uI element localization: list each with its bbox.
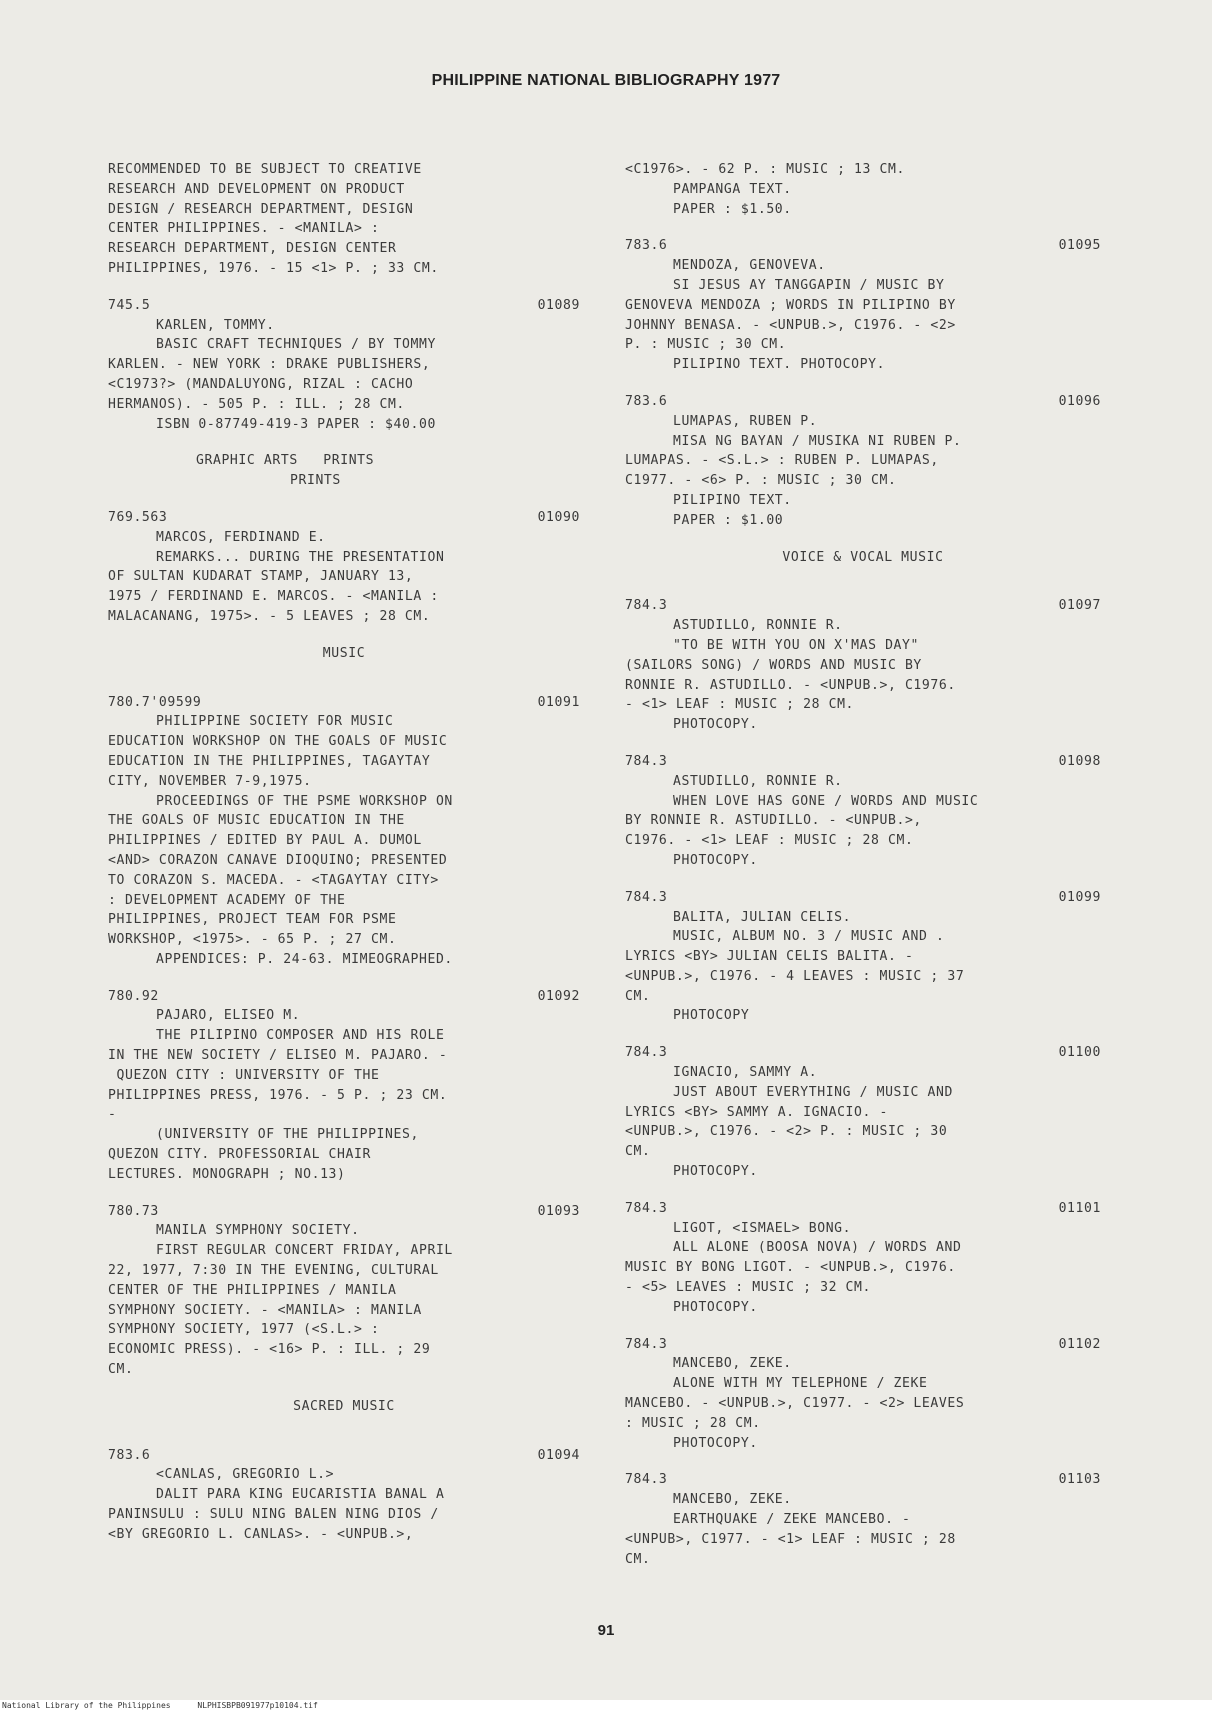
classification-number: 783.6 xyxy=(625,393,668,409)
classification-number: 784.3 xyxy=(625,1045,668,1061)
entry-line: GENOVEVA MENDOZA ; WORDS IN PILIPINO BY xyxy=(625,297,956,313)
bibliographic-entry xyxy=(108,987,580,1185)
subject-tracings xyxy=(108,451,580,491)
classification-number: 780.73 xyxy=(108,1203,159,1219)
entry-line: <UNPUB.>, C1976. - 4 LEAVES : MUSIC ; 37 xyxy=(625,968,965,984)
entry-line: CENTER OF THE PHILIPPINES / MANILA xyxy=(108,1282,397,1298)
entry-line: ISBN 0-87749-419-3 PAPER : $40.00 xyxy=(156,416,436,432)
entry-line: PANINSULU : SULU NING BALEN NING DIOS / xyxy=(108,1507,439,1523)
entry-line: JOHNNY BENASA. - <UNPUB.>, C1976. - <2> xyxy=(625,317,956,333)
entry-number: 01095 xyxy=(1058,238,1101,254)
bibliographic-entry xyxy=(625,1335,1101,1454)
entry-line: PAJARO, ELISEO M. xyxy=(156,1008,301,1024)
entry-line: PHILIPPINES / EDITED BY PAUL A. DUMOL xyxy=(108,833,422,849)
bibliographic-entry xyxy=(625,596,1101,735)
classification-number: 784.3 xyxy=(625,1336,668,1352)
entry-line: <BY GREGORIO L. CANLAS>. - <UNPUB.>, xyxy=(108,1526,414,1542)
entry-line: LYRICS <BY> JULIAN CELIS BALITA. - xyxy=(625,949,914,965)
entry-line: LECTURES. MONOGRAPH ; NO.13) xyxy=(108,1166,346,1182)
entry-number: 01092 xyxy=(537,988,580,1004)
bibliographic-entry xyxy=(108,1202,580,1380)
bibliographic-entry xyxy=(625,392,1101,531)
entry-line: PAMPANGA TEXT. xyxy=(673,181,792,197)
classification-number: 783.6 xyxy=(625,238,668,254)
entry-line: EARTHQUAKE / ZEKE MANCEBO. - xyxy=(673,1512,911,1528)
entry-number: 01100 xyxy=(1058,1045,1101,1061)
classification-number: 784.3 xyxy=(625,753,668,769)
entry-line: <CANLAS, GREGORIO L.> xyxy=(156,1467,335,1483)
entry-line: SYMPHONY SOCIETY, 1977 (<S.L.> : xyxy=(108,1322,380,1338)
entry-line: RONNIE R. ASTUDILLO. - <UNPUB.>, C1976. xyxy=(625,677,956,693)
entry-line: REMARKS... DURING THE PRESENTATION xyxy=(156,549,445,565)
entry-line: MANCEBO, ZEKE. xyxy=(673,1492,792,1508)
entry-line: <UNPUB.>, C1976. - <2> P. : MUSIC ; 30 xyxy=(625,1124,948,1140)
entry-line: MANILA SYMPHONY SOCIETY. xyxy=(156,1223,360,1239)
bibliographic-entry xyxy=(625,752,1101,871)
entry-line: PHOTOCOPY xyxy=(673,1008,750,1024)
section-heading: MUSIC xyxy=(322,645,366,661)
entry-line: ALONE WITH MY TELEPHONE / ZEKE xyxy=(673,1376,928,1392)
entry-line: LIGOT, <ISMAEL> BONG. xyxy=(673,1220,852,1236)
entry-line: CM. xyxy=(108,1362,134,1378)
entry-line: PHILIPPINES, 1976. - 15 <1> P. ; 33 CM. xyxy=(108,260,439,276)
footer-file: NLPHISBPB091977p10104.tif xyxy=(197,1701,318,1710)
entry-line: <C1976>. - 62 P. : MUSIC ; 13 CM. xyxy=(625,162,905,177)
entry-line: QUEZON CITY. PROFESSORIAL CHAIR xyxy=(108,1147,371,1163)
entry-line: THE GOALS OF MUSIC EDUCATION IN THE xyxy=(108,813,405,829)
bibliographic-entry xyxy=(108,1446,580,1545)
bibliographic-entry xyxy=(108,296,580,435)
entry-line: ALL ALONE (BOOSA NOVA) / WORDS AND xyxy=(673,1240,962,1256)
entry-line: C1976. - <1> LEAF : MUSIC ; 28 CM. xyxy=(625,833,914,849)
page-number: 91 xyxy=(597,1622,615,1639)
entry-line: RESEARCH DEPARTMENT, DESIGN CENTER xyxy=(108,241,397,257)
entry-number: 01103 xyxy=(1058,1472,1101,1488)
entry-line: CM. xyxy=(625,1551,651,1567)
scan-footer xyxy=(0,1700,1212,1712)
bibliographic-entry xyxy=(625,1199,1101,1318)
entry-line: LYRICS <BY> SAMMY A. IGNACIO. - xyxy=(625,1104,888,1120)
entry-line: KARLEN. - NEW YORK : DRAKE PUBLISHERS, xyxy=(108,357,431,373)
entry-number: 01096 xyxy=(1058,393,1101,409)
section-heading: VOICE & VOCAL MUSIC xyxy=(782,549,944,565)
entry-line: MANCEBO, ZEKE. xyxy=(673,1356,792,1372)
entry-number: 01093 xyxy=(537,1203,580,1219)
entry-number: 01098 xyxy=(1058,753,1101,769)
entry-line: <C1973?> (MANDALUYONG, RIZAL : CACHO xyxy=(108,376,414,392)
entry-line: DESIGN / RESEARCH DEPARTMENT, DESIGN xyxy=(108,201,414,217)
entry-line: : MUSIC ; 28 CM. xyxy=(625,1415,761,1431)
tracing-line: PRINTS xyxy=(290,473,341,489)
entry-line: BALITA, JULIAN CELIS. xyxy=(673,909,852,925)
entry-number: 01101 xyxy=(1058,1200,1101,1216)
entry-line: - <5> LEAVES : MUSIC ; 32 CM. xyxy=(625,1280,872,1296)
entry-line: PHILIPPINE SOCIETY FOR MUSIC xyxy=(156,714,394,730)
classification-number: 783.6 xyxy=(108,1447,151,1463)
entry-line: PAPER : $1.00 xyxy=(673,512,784,528)
entry-line: HERMANOS). - 505 P. : ILL. ; 28 CM. xyxy=(108,396,405,412)
entry-line: CITY, NOVEMBER 7-9,1975. xyxy=(108,773,312,789)
entry-line: PHOTOCOPY. xyxy=(673,1299,758,1315)
bibliographic-entry xyxy=(108,693,580,970)
entry-line: "TO BE WITH YOU ON X'MAS DAY" xyxy=(673,637,920,653)
entry-line: <AND> CORAZON CANAVE DIOQUINO; PRESENTED xyxy=(108,852,448,868)
entry-line: MARCOS, FERDINAND E. xyxy=(156,529,326,545)
entry-line: ECONOMIC PRESS). - <16> P. : ILL. ; 29 xyxy=(108,1342,431,1358)
entry-line: APPENDICES: P. 24-63. MIMEOGRAPHED. xyxy=(156,951,453,967)
entry-line: MISA NG BAYAN / MUSIKA NI RUBEN P. xyxy=(673,433,962,449)
classification-number: 769.563 xyxy=(108,509,168,525)
bibliographic-entry xyxy=(108,508,580,627)
entry-line: PAPER : $1.50. xyxy=(673,201,792,217)
classification-number: 780.92 xyxy=(108,988,159,1004)
right-column xyxy=(625,160,1101,1586)
entry-line: PHILIPPINES PRESS, 1976. - 5 P. ; 23 CM. xyxy=(108,1087,448,1103)
entry-line: - xyxy=(108,1107,117,1123)
entry-line: EDUCATION IN THE PHILIPPINES, TAGAYTAY xyxy=(108,753,431,769)
entry-line: MENDOZA, GENOVEVA. xyxy=(673,258,826,274)
entry-line: MANCEBO. - <UNPUB.>, C1977. - <2> LEAVES xyxy=(625,1396,965,1412)
entry-line: MUSIC, ALBUM NO. 3 / MUSIC AND . xyxy=(673,929,945,945)
entry-line: 1975 / FERDINAND E. MARCOS. - <MANILA : xyxy=(108,589,439,605)
entry-line: TO CORAZON S. MACEDA. - <TAGAYTAY CITY> xyxy=(108,872,439,888)
entry-line: EDUCATION WORKSHOP ON THE GOALS OF MUSIC xyxy=(108,734,448,750)
entry-line: RECOMMENDED TO BE SUBJECT TO CREATIVE xyxy=(108,162,422,177)
entry-line: (UNIVERSITY OF THE PHILIPPINES, xyxy=(156,1127,419,1143)
entry-line: RESEARCH AND DEVELOPMENT ON PRODUCT xyxy=(108,181,405,197)
entry-line: 22, 1977, 7:30 IN THE EVENING, CULTURAL xyxy=(108,1263,439,1279)
tracing-line: GRAPHIC ARTS PRINTS xyxy=(196,453,375,469)
entry-number: 01089 xyxy=(537,297,580,313)
entry-number: 01094 xyxy=(537,1447,580,1463)
entry-line: FIRST REGULAR CONCERT FRIDAY, APRIL xyxy=(156,1243,453,1259)
classification-number: 784.3 xyxy=(625,889,668,905)
entry-line: THE PILIPINO COMPOSER AND HIS ROLE xyxy=(156,1028,445,1044)
entry-line: BASIC CRAFT TECHNIQUES / BY TOMMY xyxy=(156,337,436,353)
bibliographic-entry xyxy=(625,1470,1101,1569)
entry-line: ASTUDILLO, RONNIE R. xyxy=(673,618,843,634)
entry-line: PHOTOCOPY. xyxy=(673,1435,758,1451)
entry-line: : DEVELOPMENT ACADEMY OF THE xyxy=(108,892,346,908)
entry-line: QUEZON CITY : UNIVERSITY OF THE xyxy=(108,1067,380,1083)
entry-line: DALIT PARA KING EUCARISTIA BANAL A xyxy=(156,1487,445,1503)
classification-number: 784.3 xyxy=(625,598,668,614)
classification-number: 784.3 xyxy=(625,1200,668,1216)
entry-continuation xyxy=(108,160,580,279)
classification-number: 745.5 xyxy=(108,297,151,313)
entry-line: OF SULTAN KUDARAT STAMP, JANUARY 13, xyxy=(108,569,414,585)
entry-number: 01102 xyxy=(1058,1336,1101,1352)
entry-line: WHEN LOVE HAS GONE / WORDS AND MUSIC xyxy=(673,793,979,809)
entry-number: 01097 xyxy=(1058,598,1101,614)
entry-line: IGNACIO, SAMMY A. xyxy=(673,1065,818,1081)
entry-line: PILIPINO TEXT. xyxy=(673,492,792,508)
entry-line: LUMAPAS, RUBEN P. xyxy=(673,413,818,429)
entry-line: MALACANANG, 1975>. - 5 LEAVES ; 28 CM. xyxy=(108,608,431,624)
bibliographic-entry xyxy=(625,236,1101,375)
left-column xyxy=(108,160,580,1562)
entry-line: JUST ABOUT EVERYTHING / MUSIC AND xyxy=(673,1084,953,1100)
footer-library: National Library of the Philippines xyxy=(2,1701,171,1710)
entry-line: - <1> LEAF : MUSIC ; 28 CM. xyxy=(625,697,855,713)
entry-line: IN THE NEW SOCIETY / ELISEO M. PAJARO. - xyxy=(108,1048,448,1064)
entry-line: KARLEN, TOMMY. xyxy=(156,317,275,333)
page-title: PHILIPPINE NATIONAL BIBLIOGRAPHY 1977 xyxy=(431,72,781,89)
entry-line: (SAILORS SONG) / WORDS AND MUSIC BY xyxy=(625,657,922,673)
bibliographic-entry xyxy=(625,888,1101,1027)
classification-number: 784.3 xyxy=(625,1472,668,1488)
section-heading: SACRED MUSIC xyxy=(293,1398,395,1414)
entry-line: SYMPHONY SOCIETY. - <MANILA> : MANILA xyxy=(108,1302,422,1318)
entry-line: CM. xyxy=(625,988,651,1004)
entry-line: MUSIC BY BONG LIGOT. - <UNPUB.>, C1976. xyxy=(625,1260,956,1276)
entry-line: P. : MUSIC ; 30 CM. xyxy=(625,337,787,353)
entry-line: PROCEEDINGS OF THE PSME WORKSHOP ON xyxy=(156,793,453,809)
entry-line: PILIPINO TEXT. PHOTOCOPY. xyxy=(673,357,886,373)
entry-continuation xyxy=(625,160,1101,219)
classification-number: 780.7'09599 xyxy=(108,694,202,710)
entry-line: SI JESUS AY TANGGAPIN / MUSIC BY xyxy=(673,277,945,293)
bibliographic-entry xyxy=(625,1043,1101,1182)
entry-line: CENTER PHILIPPINES. - <MANILA> : xyxy=(108,221,380,237)
entry-number: 01090 xyxy=(537,509,580,525)
entry-line: LUMAPAS. - <S.L.> : RUBEN P. LUMAPAS, xyxy=(625,453,939,469)
entry-number: 01091 xyxy=(537,694,580,710)
entry-line: PHOTOCOPY. xyxy=(673,717,758,733)
entry-line: ASTUDILLO, RONNIE R. xyxy=(673,773,843,789)
entry-line: PHILIPPINES, PROJECT TEAM FOR PSME xyxy=(108,912,397,928)
entry-line: BY RONNIE R. ASTUDILLO. - <UNPUB.>, xyxy=(625,813,922,829)
entry-line: CM. xyxy=(625,1144,651,1160)
entry-line: WORKSHOP, <1975>. - 65 P. ; 27 CM. xyxy=(108,932,397,948)
entry-number: 01099 xyxy=(1058,889,1101,905)
entry-line: PHOTOCOPY. xyxy=(673,1164,758,1180)
entry-line: <UNPUB>, C1977. - <1> LEAF : MUSIC ; 28 xyxy=(625,1531,956,1547)
entry-line: PHOTOCOPY. xyxy=(673,852,758,868)
entry-line: C1977. - <6> P. : MUSIC ; 30 CM. xyxy=(625,473,897,489)
